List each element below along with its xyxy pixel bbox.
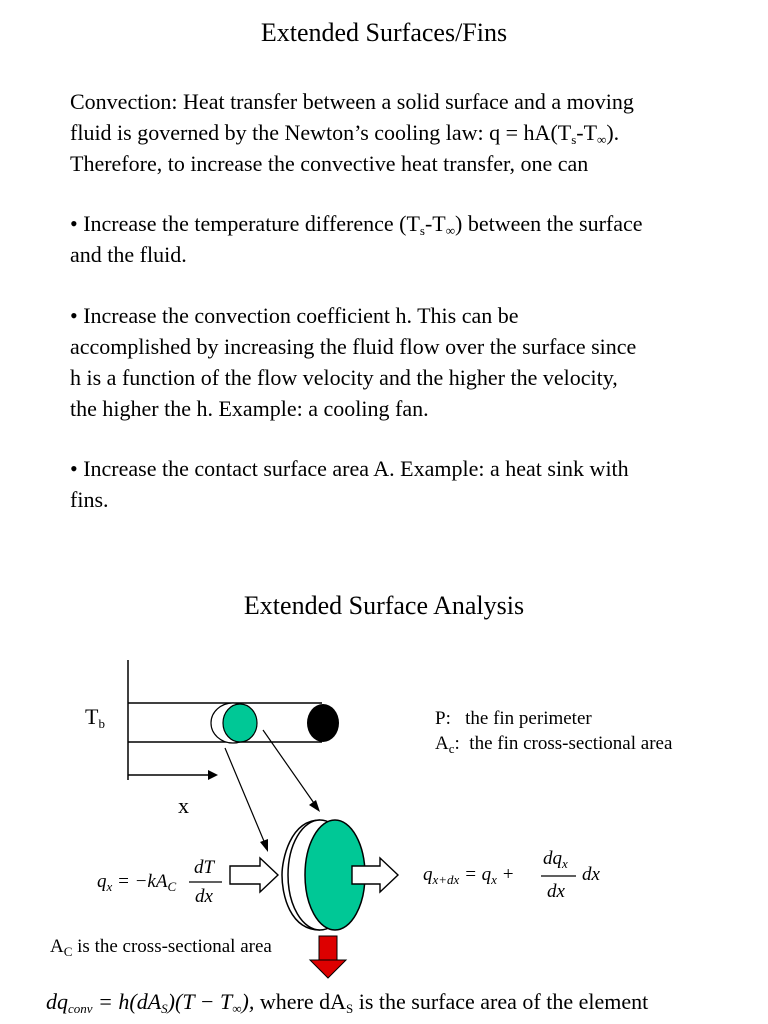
cross-section-label: $A_c$: the fin cross-sectional area [435,733,673,756]
bullet-2-line-2: accomplished by increasing the fluid flow over the surface since [70,334,637,359]
intro-line-1: Convection: Heat transfer between a solid surface and a moving [70,89,634,114]
qxdx-equation-den: dx [547,881,565,902]
fin-diagram [0,640,768,1024]
fin-tip [307,704,339,742]
conv-arrow-head [310,960,346,978]
bullet-3-line-2: fins. [70,487,109,512]
leader-arrow-left [225,748,266,846]
qx-equation-den: dx [195,886,213,907]
qx-equation-num: dT [194,857,215,878]
bullet-2-line-4: the higher the h. Example: a cooling fan. [70,396,429,421]
perimeter-label: P: the fin perimeter [435,708,592,729]
intro-line-2: fluid is governed by the Newton’s cooling law: $q = hA(T_s-T_\infty)$. [70,120,620,147]
qx-equation-lhs: $q_x = -kA_C$ [97,871,177,894]
bullet-temperature [70,208,750,270]
intro-line-3: Therefore, to increase the convective heat transfer, one can [70,151,589,176]
bullet-2-line-3: h is a function of the flow velocity and the higher the velocity, [70,365,618,390]
leader-arrow-right-head [309,800,320,812]
page-title: Extended Surfaces/Fins [260,18,508,47]
section-title: Extended Surface Analysis [243,591,525,620]
conv-arrow-shaft [319,936,337,960]
leader-arrow-left-head [260,839,268,852]
qx-hollow-arrow [230,858,278,892]
qxdx-equation-num: $dq_x$ [543,848,568,871]
x-label: x [178,793,189,818]
bullet-area [70,453,750,515]
ac-note: $A_C$ is the cross-sectional area [50,936,272,959]
bullet-2-line-1: • Increase the convection coefficient h. This can be [70,303,519,328]
bullet-3-line-1: • Increase the contact surface area A. Example: a heat sink with [70,456,629,481]
bullet-1-line-1: • Increase the temperature difference $(T_s-T_\infty)$ between the surface [70,211,643,238]
qxdx-equation-lhs: $q_{x+dx} = q_x$ + [423,864,515,887]
intro-paragraph [70,86,750,179]
tb-label: $T_b$ [85,704,105,731]
conv-equation: $dq_{conv} = h(dA_S)(T - T_\infty)$, where $dA_S$ is the surface area of the element [46,989,649,1016]
x-axis-arrowhead [208,770,218,780]
bullet-coefficient [70,300,750,424]
bullet-1-line-2: and the fluid. [70,242,187,267]
element-slice-fill [223,704,257,742]
qxdx-equation-tail: dx [582,864,600,885]
